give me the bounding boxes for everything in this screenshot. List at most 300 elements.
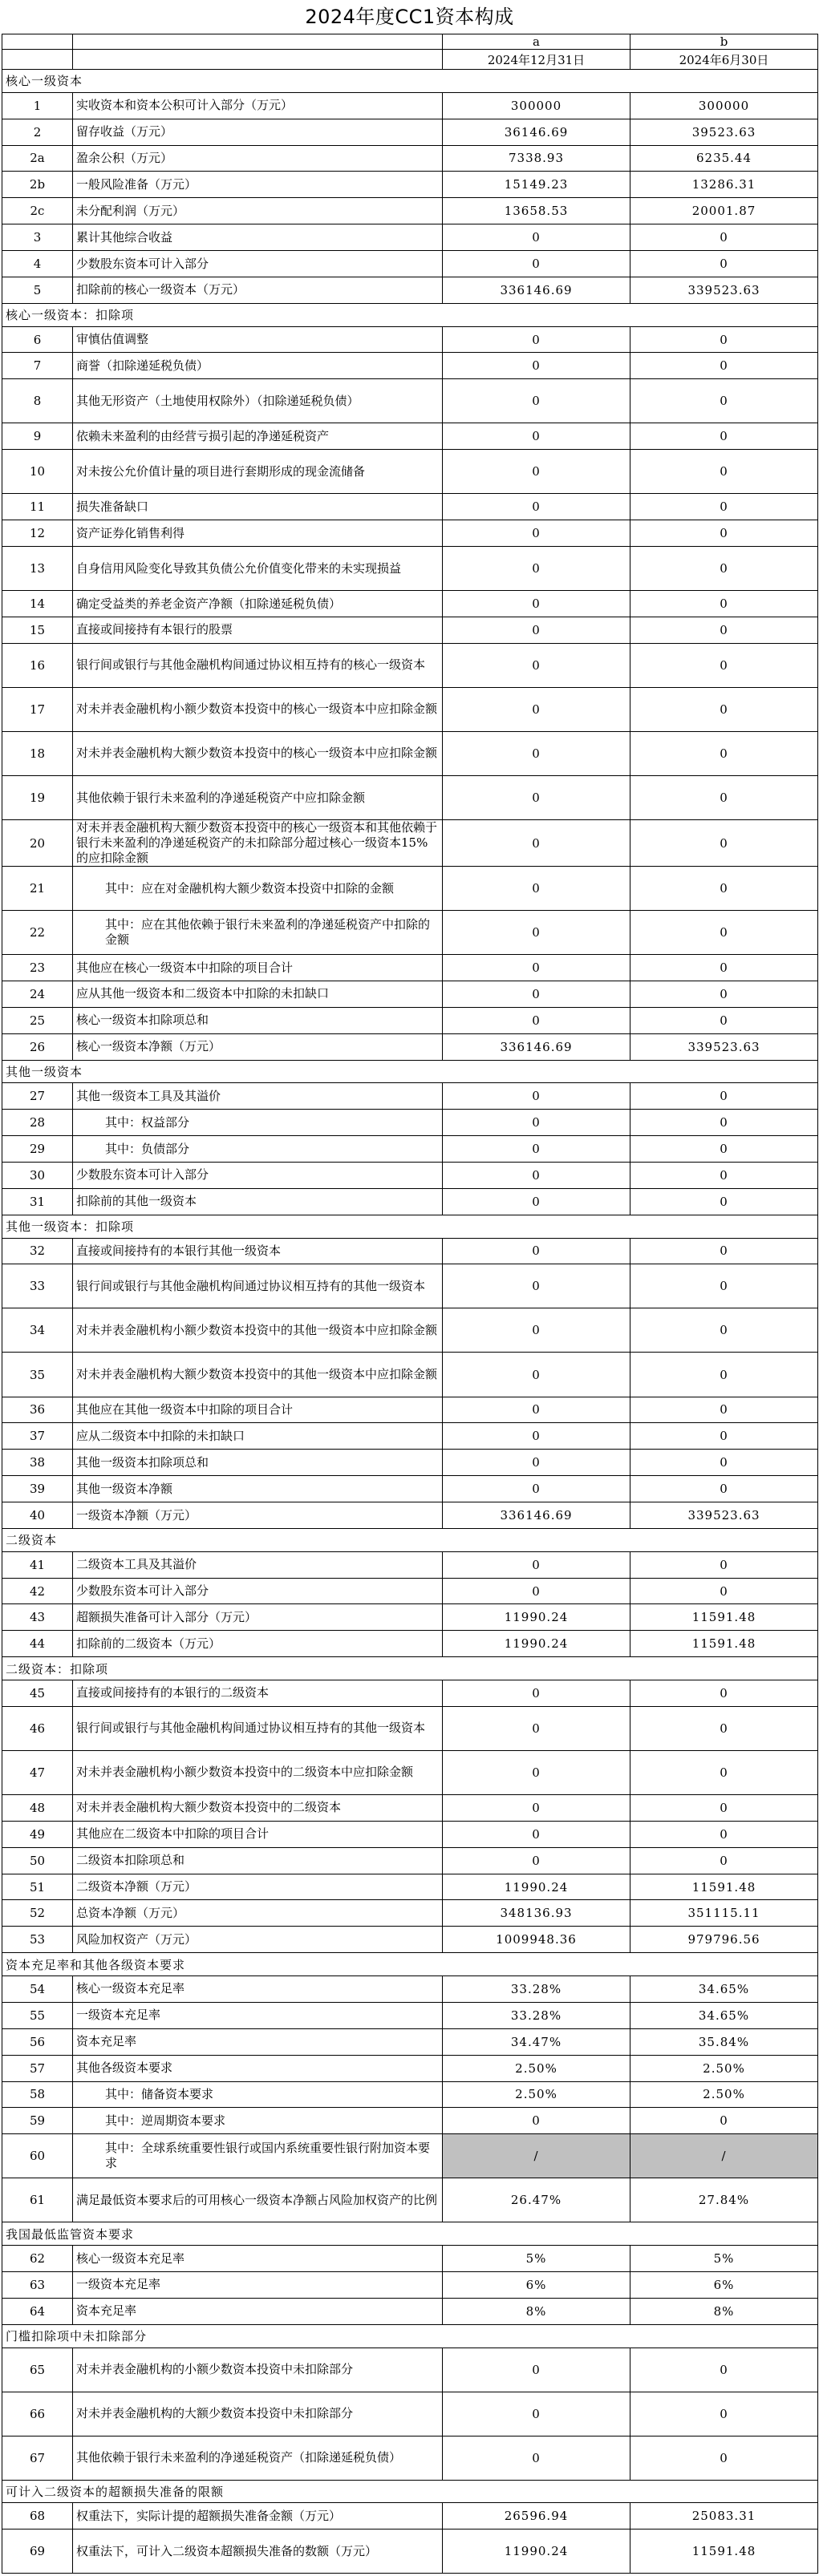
row-number: 48 xyxy=(2,1794,73,1821)
value-col-a: / xyxy=(443,2134,630,2178)
value-col-a: 0 xyxy=(443,731,630,775)
value-col-a: 0 xyxy=(443,643,630,687)
table-row xyxy=(2,2272,818,2299)
row-number: 7 xyxy=(2,353,73,379)
value-col-b: 0 xyxy=(630,731,818,775)
row-number: 58 xyxy=(2,2081,73,2108)
row-number: 67 xyxy=(2,2436,73,2480)
column-a-header: a xyxy=(443,34,630,50)
row-number: 1 xyxy=(2,92,73,119)
row-label: 扣除前的核心一级资本（万元） xyxy=(73,277,443,303)
row-label: 应从其他一级资本和二级资本中扣除的未扣缺口 xyxy=(73,981,443,1007)
value-col-b: 0 xyxy=(630,1188,818,1215)
table-row xyxy=(2,1847,818,1874)
table-row xyxy=(2,1397,818,1423)
value-col-b: 0 xyxy=(630,547,818,591)
value-col-b: 0 xyxy=(630,251,818,277)
section-title: 核心一级资本 xyxy=(2,70,818,93)
row-number: 63 xyxy=(2,2272,73,2299)
table-row xyxy=(2,2178,818,2222)
row-number: 12 xyxy=(2,520,73,547)
row-number: 54 xyxy=(2,1975,73,2002)
value-col-b: 0 xyxy=(630,1110,818,1136)
row-label: 其他应在核心一级资本中扣除的项目合计 xyxy=(73,955,443,981)
value-col-b: 5% xyxy=(630,2246,818,2272)
table-row xyxy=(2,1308,818,1353)
value-col-b: 11591.48 xyxy=(630,2529,818,2574)
row-number: 64 xyxy=(2,2298,73,2324)
table-row xyxy=(2,981,818,1007)
value-col-a: 0 xyxy=(443,591,630,617)
value-col-a: 336146.69 xyxy=(443,1502,630,1529)
row-label: 未分配利润（万元） xyxy=(73,198,443,224)
row-label: 资本充足率 xyxy=(73,2028,443,2055)
section-header-row xyxy=(2,1657,818,1680)
row-number: 26 xyxy=(2,1033,73,1060)
row-number: 37 xyxy=(2,1423,73,1450)
value-col-b: 0 xyxy=(630,775,818,819)
table-row xyxy=(2,1083,818,1110)
table-row xyxy=(2,145,818,172)
table-row xyxy=(2,1353,818,1397)
section-title: 资本充足率和其他各级资本要求 xyxy=(2,1953,818,1976)
row-number: 68 xyxy=(2,2503,73,2529)
row-number: 57 xyxy=(2,2055,73,2081)
value-col-b: 0 xyxy=(630,591,818,617)
row-number: 30 xyxy=(2,1163,73,1189)
value-col-a: 0 xyxy=(443,955,630,981)
value-col-a: 2.50% xyxy=(443,2055,630,2081)
row-label: 资本充足率 xyxy=(73,2298,443,2324)
value-col-b: 339523.63 xyxy=(630,1502,818,1529)
table-row xyxy=(2,1476,818,1502)
row-label: 商誉（扣除递延税负债） xyxy=(73,353,443,379)
value-col-a: 0 xyxy=(443,1680,630,1706)
table-row xyxy=(2,1264,818,1308)
row-label: 银行间或银行与其他金融机构间通过协议相互持有的核心一级资本 xyxy=(73,643,443,687)
section-header-row xyxy=(2,70,818,93)
value-col-b: 979796.56 xyxy=(630,1927,818,1953)
row-label: 其中：应在其他依赖于银行未来盈利的净递延税资产中扣除的金额 xyxy=(73,911,443,955)
value-col-a: 0 xyxy=(443,1450,630,1476)
table-row xyxy=(2,494,818,520)
row-number: 33 xyxy=(2,1264,73,1308)
value-col-b: 300000 xyxy=(630,92,818,119)
value-col-a: 11990.24 xyxy=(443,1604,630,1631)
row-number: 42 xyxy=(2,1578,73,1604)
row-number: 47 xyxy=(2,1750,73,1794)
row-number: 2a xyxy=(2,145,73,172)
header-blank xyxy=(73,50,443,70)
value-col-a: 0 xyxy=(443,1750,630,1794)
table-row xyxy=(2,277,818,303)
row-label: 其他依赖于银行未来盈利的净递延税资产（扣除递延税负债） xyxy=(73,2436,443,2480)
value-col-b: 0 xyxy=(630,1264,818,1308)
value-col-b: 0 xyxy=(630,820,818,867)
row-number: 66 xyxy=(2,2392,73,2436)
row-label: 其中：逆周期资本要求 xyxy=(73,2108,443,2134)
section-header-row xyxy=(2,1528,818,1551)
value-col-a: 11990.24 xyxy=(443,1874,630,1900)
table-row xyxy=(2,379,818,423)
row-label: 二级资本净额（万元） xyxy=(73,1874,443,1900)
value-col-b: 339523.63 xyxy=(630,277,818,303)
value-col-b: 0 xyxy=(630,2348,818,2392)
value-col-b: 0 xyxy=(630,981,818,1007)
value-col-b: 0 xyxy=(630,955,818,981)
value-col-a: 26.47% xyxy=(443,2178,630,2222)
value-col-a: 0 xyxy=(443,1136,630,1163)
value-col-a: 0 xyxy=(443,1821,630,1847)
value-col-a: 0 xyxy=(443,1578,630,1604)
value-col-b: 0 xyxy=(630,617,818,644)
value-col-a: 0 xyxy=(443,224,630,251)
value-col-b: 0 xyxy=(630,1551,818,1578)
row-label: 权重法下，可计入二级资本超额损失准备的数额（万元） xyxy=(73,2529,443,2574)
row-label: 其他一级资本扣除项总和 xyxy=(73,1450,443,1476)
table-row xyxy=(2,423,818,450)
value-col-b: 34.65% xyxy=(630,2002,818,2028)
row-number: 28 xyxy=(2,1110,73,1136)
row-number: 13 xyxy=(2,547,73,591)
row-label: 对未并表金融机构大额少数资本投资中的核心一级资本和其他依赖于银行未来盈利的净递延税资产的未扣除部分超过核心一级资本15%的应扣除金额 xyxy=(73,820,443,867)
row-label: 扣除前的其他一级资本 xyxy=(73,1188,443,1215)
section-header-row xyxy=(2,2324,818,2348)
table-row xyxy=(2,1975,818,2002)
row-number: 11 xyxy=(2,494,73,520)
table-row xyxy=(2,2298,818,2324)
value-col-a: 0 xyxy=(443,1353,630,1397)
value-col-b: 0 xyxy=(630,867,818,911)
section-header-row xyxy=(2,2480,818,2503)
table-row xyxy=(2,2436,818,2480)
value-col-b: 8% xyxy=(630,2298,818,2324)
value-col-b: 0 xyxy=(630,643,818,687)
table-row xyxy=(2,1033,818,1060)
table-row xyxy=(2,1900,818,1927)
capital-composition-table xyxy=(2,34,818,2574)
row-number: 50 xyxy=(2,1847,73,1874)
value-col-b: 0 xyxy=(630,2392,818,2436)
row-label: 其中：权益部分 xyxy=(73,1110,443,1136)
table-row xyxy=(2,1188,818,1215)
table-row xyxy=(2,820,818,867)
table-row xyxy=(2,1631,818,1657)
value-col-a: 0 xyxy=(443,1847,630,1874)
value-col-a: 0 xyxy=(443,1706,630,1750)
row-number: 38 xyxy=(2,1450,73,1476)
value-col-a: 0 xyxy=(443,775,630,819)
row-label: 满足最低资本要求后的可用核心一级资本净额占风险加权资产的比例 xyxy=(73,2178,443,2222)
value-col-a: 7338.93 xyxy=(443,145,630,172)
row-label: 一级资本充足率 xyxy=(73,2272,443,2299)
value-col-b: 0 xyxy=(630,1007,818,1033)
value-col-a: 0 xyxy=(443,251,630,277)
table-row xyxy=(2,520,818,547)
row-number: 14 xyxy=(2,591,73,617)
value-col-b: 0 xyxy=(630,450,818,494)
row-number: 52 xyxy=(2,1900,73,1927)
row-label: 核心一级资本充足率 xyxy=(73,1975,443,2002)
value-col-a: 0 xyxy=(443,1264,630,1308)
row-number: 17 xyxy=(2,687,73,731)
row-number: 2b xyxy=(2,172,73,198)
column-date-row xyxy=(2,50,818,70)
value-col-b: 0 xyxy=(630,1706,818,1750)
table-row xyxy=(2,1238,818,1264)
value-col-a: 0 xyxy=(443,1476,630,1502)
value-col-a: 26596.94 xyxy=(443,2503,630,2529)
value-col-b: 0 xyxy=(630,1163,818,1189)
row-number: 51 xyxy=(2,1874,73,1900)
header-blank xyxy=(2,34,73,50)
value-col-a: 0 xyxy=(443,1423,630,1450)
row-label: 盈余公积（万元） xyxy=(73,145,443,172)
row-number: 59 xyxy=(2,2108,73,2134)
row-number: 10 xyxy=(2,450,73,494)
row-number: 31 xyxy=(2,1188,73,1215)
section-header-row xyxy=(2,1953,818,1976)
row-label: 其他各级资本要求 xyxy=(73,2055,443,2081)
row-number: 55 xyxy=(2,2002,73,2028)
value-col-b: 0 xyxy=(630,1083,818,1110)
row-number: 39 xyxy=(2,1476,73,1502)
section-header-row xyxy=(2,2222,818,2246)
table-row xyxy=(2,1163,818,1189)
row-number: 49 xyxy=(2,1821,73,1847)
value-col-a: 336146.69 xyxy=(443,1033,630,1060)
row-label: 对未按公允价值计量的项目进行套期形成的现金流储备 xyxy=(73,450,443,494)
section-title: 其他一级资本 xyxy=(2,1060,818,1083)
row-number: 23 xyxy=(2,955,73,981)
value-col-a: 0 xyxy=(443,353,630,379)
table-row xyxy=(2,1794,818,1821)
row-label: 核心一级资本净额（万元） xyxy=(73,1033,443,1060)
table-row xyxy=(2,1551,818,1578)
row-label: 其中：全球系统重要性银行或国内系统重要性银行附加资本要求 xyxy=(73,2134,443,2178)
row-label: 二级资本工具及其溢价 xyxy=(73,1551,443,1578)
row-label: 少数股东资本可计入部分 xyxy=(73,251,443,277)
value-col-b: 0 xyxy=(630,1450,818,1476)
row-number: 36 xyxy=(2,1397,73,1423)
row-label: 对未并表金融机构大额少数资本投资中的核心一级资本中应扣除金额 xyxy=(73,731,443,775)
value-col-b: 13286.31 xyxy=(630,172,818,198)
row-number: 46 xyxy=(2,1706,73,1750)
value-col-a: 0 xyxy=(443,1308,630,1353)
table-row xyxy=(2,1680,818,1706)
row-number: 2c xyxy=(2,198,73,224)
table-row xyxy=(2,731,818,775)
value-col-b: 0 xyxy=(630,687,818,731)
table-body xyxy=(2,70,818,2574)
table-row xyxy=(2,1706,818,1750)
value-col-a: 11990.24 xyxy=(443,2529,630,2574)
row-label: 银行间或银行与其他金融机构间通过协议相互持有的其他一级资本 xyxy=(73,1706,443,1750)
row-label: 风险加权资产（万元） xyxy=(73,1927,443,1953)
row-label: 对未并表金融机构的小额少数资本投资中未扣除部分 xyxy=(73,2348,443,2392)
column-b-header: b xyxy=(630,34,818,50)
table-row xyxy=(2,2028,818,2055)
table-row xyxy=(2,450,818,494)
value-col-a: 0 xyxy=(443,1551,630,1578)
table-row xyxy=(2,2055,818,2081)
header-blank xyxy=(73,34,443,50)
value-col-b: 0 xyxy=(630,224,818,251)
table-row xyxy=(2,1423,818,1450)
value-col-a: 0 xyxy=(443,2108,630,2134)
value-col-a: 0 xyxy=(443,1794,630,1821)
value-col-b: 339523.63 xyxy=(630,1033,818,1060)
value-col-b: 0 xyxy=(630,494,818,520)
value-col-a: 0 xyxy=(443,1007,630,1033)
row-label: 对未并表金融机构大额少数资本投资中的其他一级资本中应扣除金额 xyxy=(73,1353,443,1397)
column-letter-row xyxy=(2,34,818,50)
value-col-b: 25083.31 xyxy=(630,2503,818,2529)
table-row xyxy=(2,2134,818,2178)
row-number: 35 xyxy=(2,1353,73,1397)
value-col-a: 0 xyxy=(443,911,630,955)
row-number: 44 xyxy=(2,1631,73,1657)
section-title: 可计入二级资本的超额损失准备的限额 xyxy=(2,2480,818,2503)
column-a-date: 2024年12月31日 xyxy=(443,50,630,70)
value-col-b: 0 xyxy=(630,1308,818,1353)
row-number: 5 xyxy=(2,277,73,303)
row-number: 18 xyxy=(2,731,73,775)
row-number: 29 xyxy=(2,1136,73,1163)
value-col-b: 0 xyxy=(630,1578,818,1604)
table-row xyxy=(2,2081,818,2108)
value-col-a: 0 xyxy=(443,2392,630,2436)
table-row xyxy=(2,224,818,251)
table-row xyxy=(2,2392,818,2436)
value-col-a: 0 xyxy=(443,1238,630,1264)
row-label: 其中：应在对金融机构大额少数资本投资中扣除的金额 xyxy=(73,867,443,911)
value-col-a: 33.28% xyxy=(443,1975,630,2002)
row-label: 其他应在其他一级资本中扣除的项目合计 xyxy=(73,1397,443,1423)
table-row xyxy=(2,1502,818,1529)
row-label: 自身信用风险变化导致其负债公允价值变化带来的未实现损益 xyxy=(73,547,443,591)
value-col-a: 0 xyxy=(443,2348,630,2392)
value-col-b: 35.84% xyxy=(630,2028,818,2055)
row-label: 损失准备缺口 xyxy=(73,494,443,520)
row-number: 56 xyxy=(2,2028,73,2055)
row-number: 41 xyxy=(2,1551,73,1578)
value-col-b: 39523.63 xyxy=(630,119,818,145)
table-row xyxy=(2,617,818,644)
row-label: 资产证券化销售利得 xyxy=(73,520,443,547)
row-number: 43 xyxy=(2,1604,73,1631)
row-number: 24 xyxy=(2,981,73,1007)
column-b-date: 2024年6月30日 xyxy=(630,50,818,70)
table-row xyxy=(2,2503,818,2529)
row-label: 其他一级资本净额 xyxy=(73,1476,443,1502)
row-label: 累计其他综合收益 xyxy=(73,224,443,251)
table-row xyxy=(2,251,818,277)
row-number: 34 xyxy=(2,1308,73,1353)
section-header-row xyxy=(2,1215,818,1238)
value-col-b: 0 xyxy=(630,1353,818,1397)
value-col-a: 336146.69 xyxy=(443,277,630,303)
value-col-a: 0 xyxy=(443,1188,630,1215)
value-col-a: 0 xyxy=(443,1083,630,1110)
value-col-a: 2.50% xyxy=(443,2081,630,2108)
value-col-b: 351115.11 xyxy=(630,1900,818,1927)
value-col-a: 0 xyxy=(443,2436,630,2480)
value-col-b: 0 xyxy=(630,423,818,450)
row-number: 25 xyxy=(2,1007,73,1033)
value-col-a: 1009948.36 xyxy=(443,1927,630,1953)
row-label: 其中：储备资本要求 xyxy=(73,2081,443,2108)
row-number: 6 xyxy=(2,326,73,353)
row-label: 少数股东资本可计入部分 xyxy=(73,1578,443,1604)
row-number: 32 xyxy=(2,1238,73,1264)
table-row xyxy=(2,92,818,119)
section-title: 二级资本 xyxy=(2,1528,818,1551)
section-title: 二级资本：扣除项 xyxy=(2,1657,818,1680)
value-col-a: 0 xyxy=(443,1110,630,1136)
row-label: 总资本净额（万元） xyxy=(73,1900,443,1927)
table-row xyxy=(2,1821,818,1847)
value-col-b: / xyxy=(630,2134,818,2178)
header-blank xyxy=(2,50,73,70)
value-col-a: 11990.24 xyxy=(443,1631,630,1657)
value-col-b: 20001.87 xyxy=(630,198,818,224)
row-label: 一般风险准备（万元） xyxy=(73,172,443,198)
section-title: 其他一级资本：扣除项 xyxy=(2,1215,818,1238)
value-col-b: 11591.48 xyxy=(630,1631,818,1657)
value-col-b: 0 xyxy=(630,1136,818,1163)
value-col-a: 13658.53 xyxy=(443,198,630,224)
row-number: 9 xyxy=(2,423,73,450)
table-row xyxy=(2,775,818,819)
value-col-b: 0 xyxy=(630,2108,818,2134)
value-col-b: 0 xyxy=(630,1476,818,1502)
value-col-b: 0 xyxy=(630,1423,818,1450)
value-col-a: 15149.23 xyxy=(443,172,630,198)
table-row xyxy=(2,1110,818,1136)
value-col-b: 0 xyxy=(630,2436,818,2480)
value-col-b: 0 xyxy=(630,1397,818,1423)
value-col-a: 0 xyxy=(443,687,630,731)
value-col-b: 0 xyxy=(630,1750,818,1794)
row-number: 8 xyxy=(2,379,73,423)
section-header-row xyxy=(2,303,818,326)
value-col-b: 0 xyxy=(630,911,818,955)
value-col-b: 11591.48 xyxy=(630,1604,818,1631)
value-col-b: 11591.48 xyxy=(630,1874,818,1900)
value-col-b: 0 xyxy=(630,379,818,423)
row-number: 16 xyxy=(2,643,73,687)
row-label: 核心一级资本扣除项总和 xyxy=(73,1007,443,1033)
row-number: 60 xyxy=(2,2134,73,2178)
table-row xyxy=(2,867,818,911)
section-title: 核心一级资本：扣除项 xyxy=(2,303,818,326)
row-number: 20 xyxy=(2,820,73,867)
table-row xyxy=(2,911,818,955)
row-number: 45 xyxy=(2,1680,73,1706)
value-col-a: 0 xyxy=(443,820,630,867)
table-row xyxy=(2,547,818,591)
row-label: 对未并表金融机构小额少数资本投资中的二级资本中应扣除金额 xyxy=(73,1750,443,1794)
value-col-a: 33.28% xyxy=(443,2002,630,2028)
value-col-a: 0 xyxy=(443,981,630,1007)
table-row xyxy=(2,2529,818,2574)
row-label: 扣除前的二级资本（万元） xyxy=(73,1631,443,1657)
row-number: 27 xyxy=(2,1083,73,1110)
value-col-b: 6% xyxy=(630,2272,818,2299)
table-row xyxy=(2,1136,818,1163)
row-number: 53 xyxy=(2,1927,73,1953)
